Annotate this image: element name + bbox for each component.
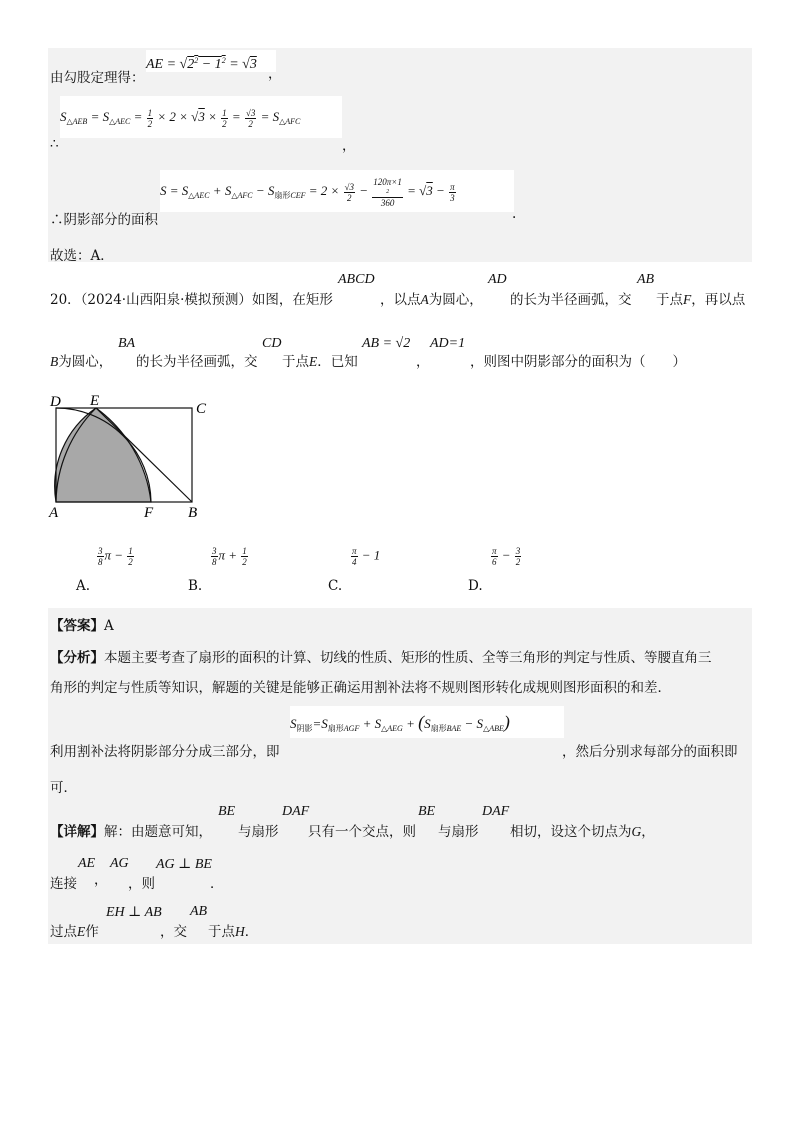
math-be: BE: [418, 804, 436, 819]
problem-text: 的长为半径画弧，交: [136, 354, 258, 370]
math-ae: AE: [78, 856, 96, 871]
option-d-expr: $\frac{\pi}{6}$ − $\frac{3}{2}$: [492, 546, 521, 567]
detail-text: 于点H．: [208, 924, 259, 940]
math-cd: CD: [262, 336, 282, 351]
option-b-expr: $\frac{3}{8}$ π + $\frac{1}{2}$: [212, 546, 247, 567]
detail-text: ，交: [160, 924, 187, 940]
detail-text: ，则: [128, 876, 155, 892]
label-a: A: [49, 505, 59, 520]
math-ab: AB: [637, 272, 655, 287]
problem-text: 于点E．已知: [282, 354, 358, 370]
shaded-region: [55, 408, 151, 502]
option-c-expr: $\frac{\pi}{4}$ − 1: [352, 546, 381, 567]
math-ab: AB: [190, 904, 208, 919]
label-f: F: [144, 505, 154, 520]
math-daf: DAF: [282, 804, 310, 819]
problem-text: 的长为半径画弧，交: [510, 292, 632, 308]
option-b[interactable]: B.: [188, 578, 203, 594]
problem-text: ，以点A为圆心，: [380, 292, 483, 308]
math-ag-perp-be: AG ⊥ BE: [156, 857, 212, 872]
problem-text: 于点F，再以点: [656, 292, 746, 308]
area-formula: $S_{\triangle AEB} = S_{\triangle AEC}$ = $\frac{1}{2}$ × 2 × √3 × $\frac{1}{2}$ = $\frac{√3}{2}$ = $S_{\triangle AFC}$: [60, 96, 342, 138]
split-formula: $S_{阴影}=S_{扇形AGF} + S_{\triangle AEG} + (S_{扇形BAE} - S_{\triangle ABE})$: [290, 706, 564, 738]
geometry-figure: [44, 390, 224, 520]
split-text-b: ，然后分别求每部分的面积即: [562, 744, 738, 760]
option-d[interactable]: D.: [468, 578, 483, 594]
analysis-line-2: 角形的判定与性质等知识，解题的关键是能够正确运用割补法将不规则图形转化成规则图形面积的和差．: [50, 680, 671, 696]
label-c: C: [196, 401, 207, 417]
problem-text: 20．（2024·山西阳泉·模拟预测）如图，在矩形: [50, 292, 333, 308]
detail-text: 与扇形: [238, 824, 279, 840]
option-c[interactable]: C.: [328, 578, 343, 594]
option-a[interactable]: A.: [76, 578, 91, 594]
ae-formula: AE = $√2^2 - 1^2 = √3$: [146, 50, 276, 72]
problem-text: ，则图中阴影部分的面积为（ ）: [470, 354, 686, 370]
math-eh-perp-ab: EH ⊥ AB: [106, 905, 162, 920]
problem-text: ，: [416, 354, 430, 370]
math-ag: AG: [110, 856, 129, 871]
solution-block-top: [48, 48, 752, 262]
math-daf: DAF: [482, 804, 510, 819]
split-text-a: 利用割补法将阴影部分分成三部分，即: [50, 744, 280, 760]
label-e: E: [90, 393, 100, 409]
detail-line-1: 【详解】解：由题意可知，: [50, 824, 212, 840]
detail-text: ，: [94, 872, 108, 888]
math-ba: BA: [118, 336, 136, 351]
shaded-area-label: ∴阴影部分的面积: [50, 212, 158, 228]
ae-label: 由勾股定理得：: [50, 70, 145, 86]
answer-value: A: [104, 618, 114, 634]
answer-line: [50, 614, 114, 634]
math-ad: AD: [488, 272, 507, 287]
detail-text: 只有一个交点，则: [308, 824, 416, 840]
detail-text: 与扇形: [438, 824, 479, 840]
choice-statement: 故选：A．: [50, 248, 114, 264]
split-text-c: 可．: [50, 780, 77, 796]
option-a-expr: $\frac{3}{8}$ π − $\frac{1}{2}$: [98, 546, 133, 567]
label-b: B: [188, 505, 198, 520]
label-d: D: [50, 394, 61, 410]
math-ad-value: AD=1: [430, 336, 466, 351]
area-comma: ，: [342, 138, 356, 154]
problem-text: B为圆心，: [50, 354, 113, 370]
analysis-line-1: 【分析】本题主要考查了扇形的面积的计算、切线的性质、矩形的性质、全等三角形的判定与性质、等腰直角三: [50, 650, 712, 666]
answer-tag: 【答案】: [50, 618, 104, 634]
detail-text: 连接: [50, 876, 77, 892]
shaded-area-formula: $S = S_{\triangle AEC} + S_{\triangle AFC} - S_{扇形CEF} = 2$ × $\frac{√3}{2}$ − 120π×1 2 360 = √3 − $\frac{\pi}{3}$: [160, 170, 514, 212]
math-be: BE: [218, 804, 236, 819]
math-ab-value: AB = √2: [362, 336, 411, 351]
detail-text: 相切，设这个切点为G，: [510, 824, 655, 840]
math-abcd: ABCD: [338, 272, 375, 287]
ae-comma: ，: [268, 66, 282, 82]
therefore-symbol: ∴: [50, 136, 59, 152]
detail-text: ．: [210, 876, 224, 892]
shaded-period: .: [512, 206, 517, 222]
detail-text: 过点E作: [50, 924, 99, 940]
